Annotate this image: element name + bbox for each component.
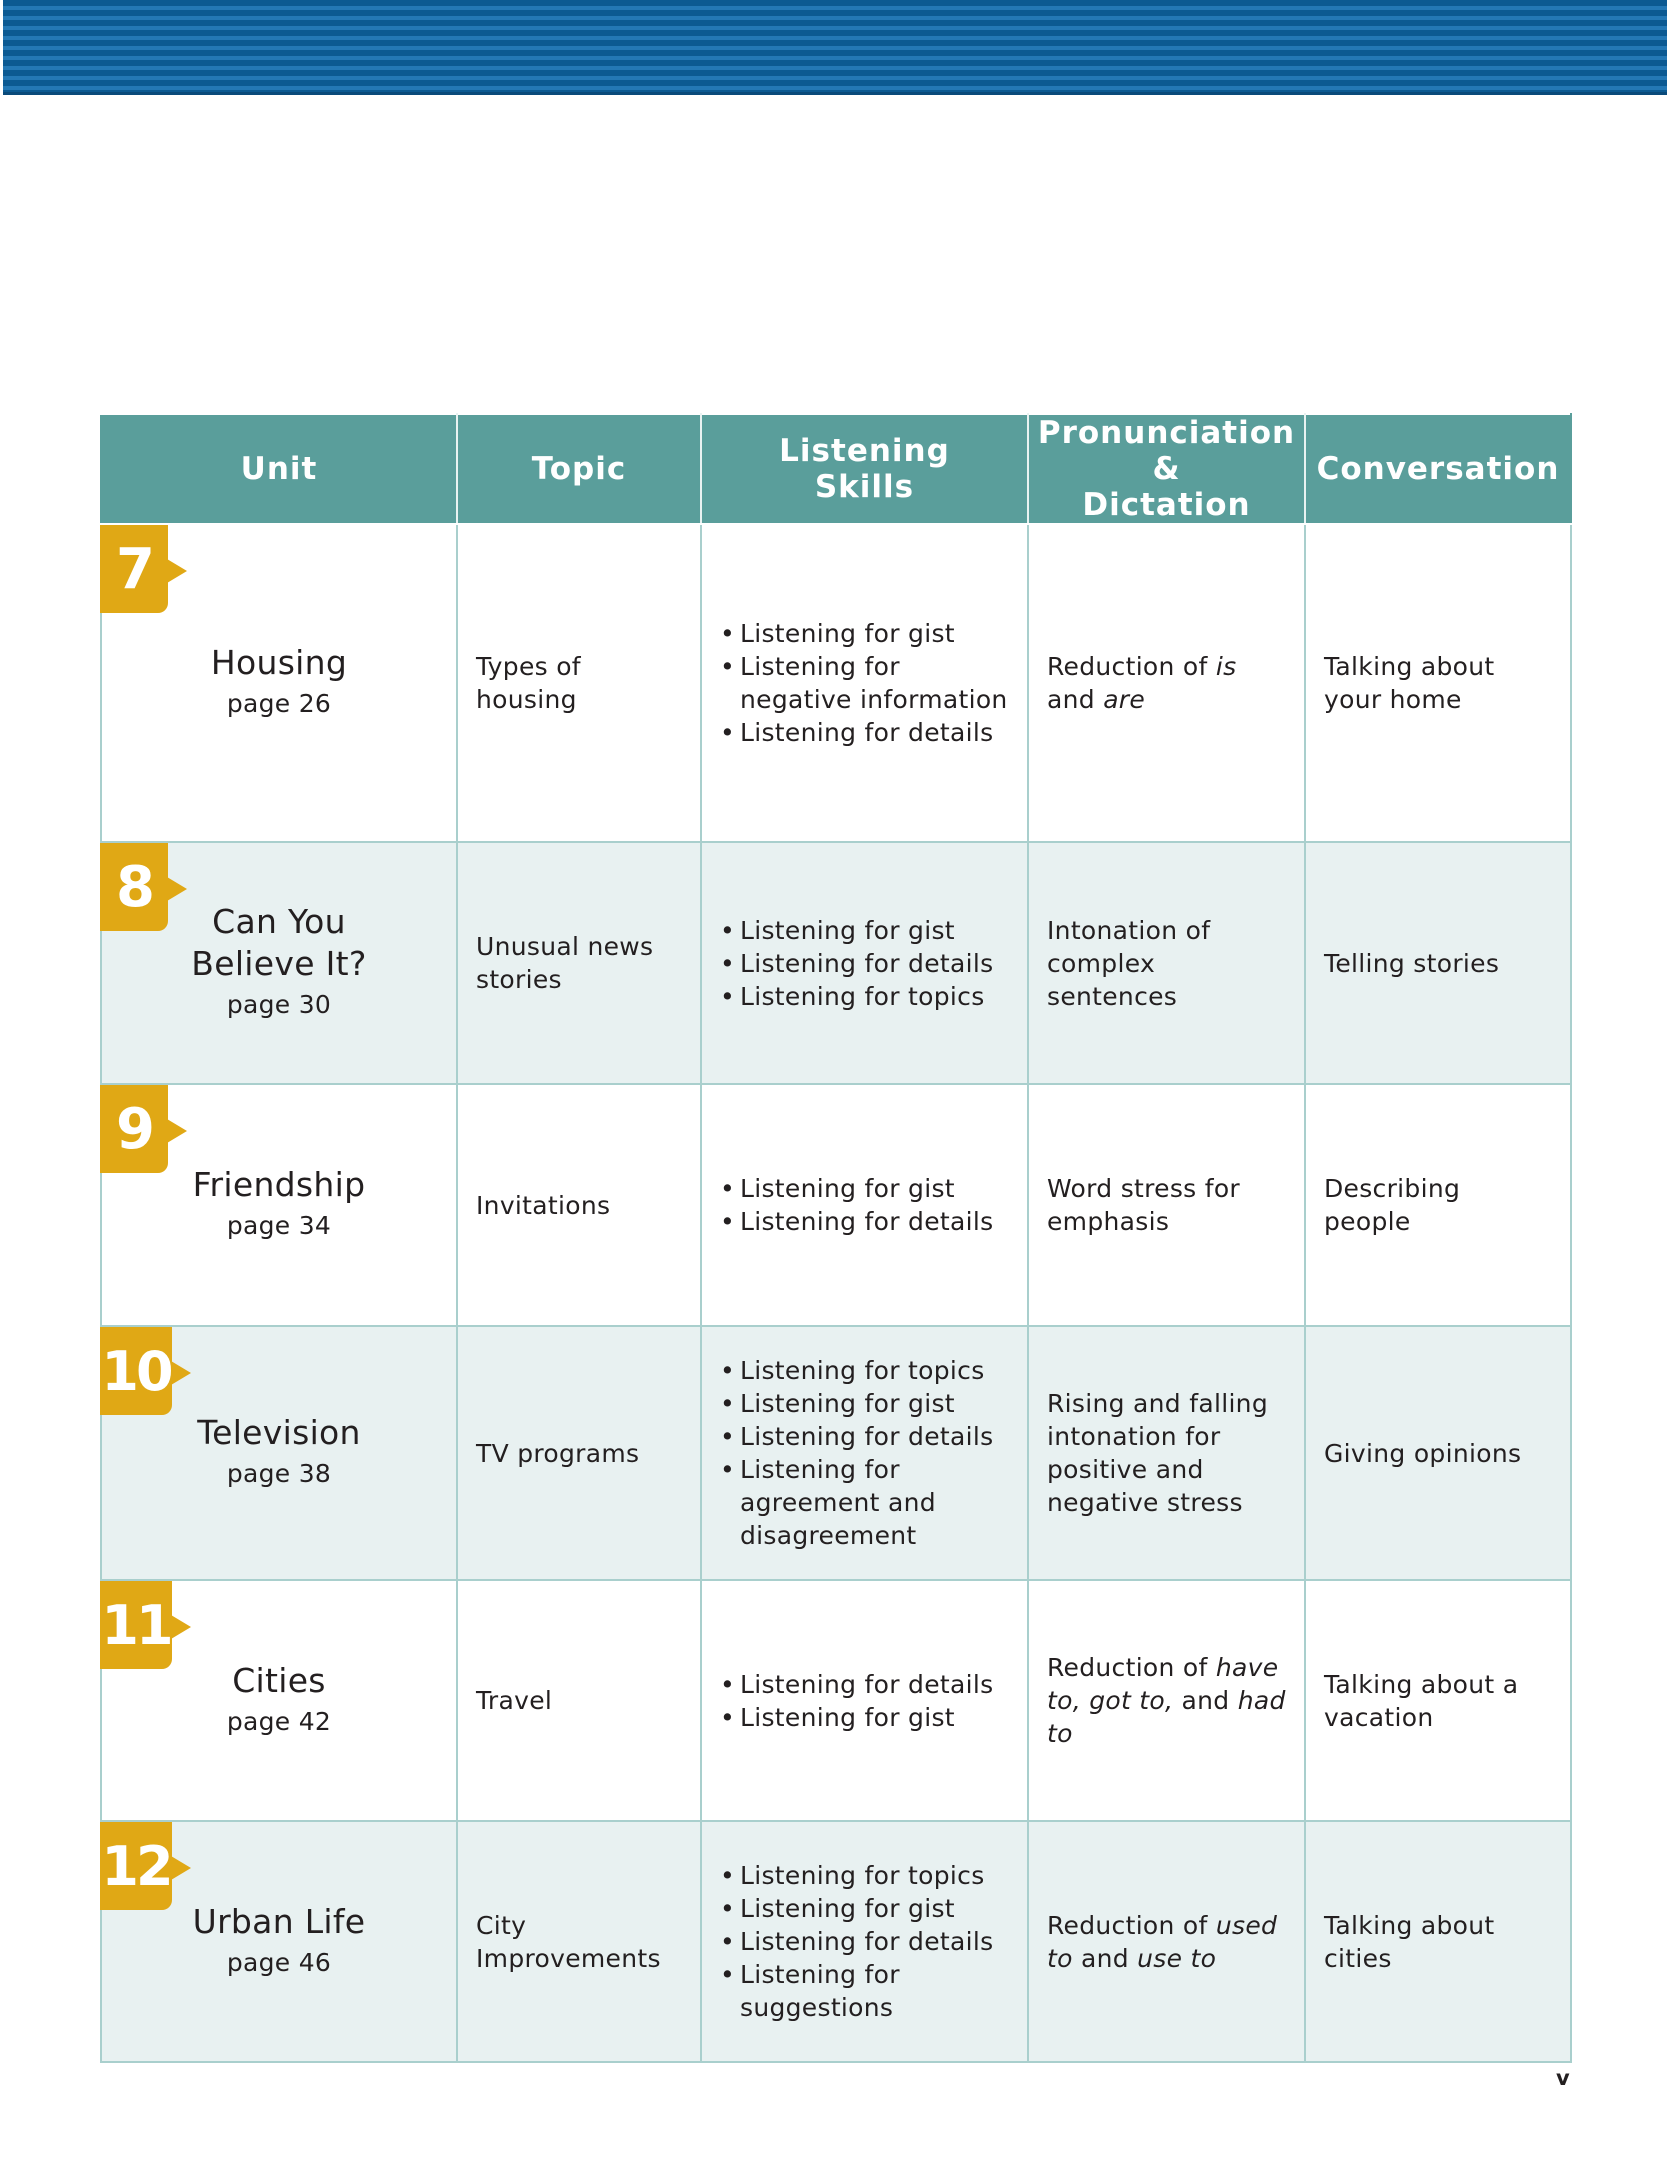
skill-item: • Listening for details: [720, 1925, 1009, 1958]
unit-title: Friendship: [192, 1165, 366, 1204]
unit-title: Television: [197, 1413, 361, 1452]
listening-skills-cell: [701, 1821, 1028, 2062]
unit-title: Urban Life: [192, 1901, 366, 1941]
topic-cell: [457, 1326, 701, 1580]
unit-page-ref: page 30: [226, 990, 332, 1019]
pronunciation-text: Intonation of complex sentences: [1047, 915, 1211, 1011]
topic-cell: [457, 842, 701, 1084]
unit-page-ref: page 38: [226, 1459, 332, 1488]
pronunciation-text: is: [1215, 652, 1237, 681]
conversation-cell: [1305, 1084, 1571, 1326]
unit-page-ref: page 42: [226, 1706, 332, 1736]
skill-item: • Listening for topics: [720, 1859, 1009, 1892]
unit-cell: [101, 1821, 457, 2062]
pronunciation-text: have to, got to,: [1047, 1653, 1279, 1715]
topic-text: Types of housing: [476, 652, 581, 714]
unit-number-badge: 7: [100, 525, 168, 613]
unit-number-badge: 11: [100, 1581, 172, 1669]
pronunciation-text: are: [1103, 685, 1146, 714]
table-row: [101, 524, 1571, 842]
skill-item: • Listening for gist: [720, 1172, 1009, 1205]
unit-number-badge: 12: [100, 1822, 172, 1910]
skill-item: • Listening for gist: [720, 1701, 1009, 1734]
pronunciation-text: Reduction of: [1047, 652, 1216, 681]
header-listening-skills: Listening Skills: [701, 414, 1028, 524]
pronunciation-text: Reduction of: [1047, 1653, 1216, 1682]
conversation-cell: [1305, 1580, 1571, 1821]
unit-page-ref: page 26: [226, 689, 332, 718]
listening-skills-cell: [701, 524, 1028, 842]
conversation-cell: [1305, 524, 1571, 842]
skills-list: [720, 617, 1009, 749]
contents-table: [100, 413, 1572, 2063]
unit-cell: [101, 1326, 457, 1580]
skills-list: [720, 1172, 1009, 1238]
topic-cell: [457, 524, 701, 842]
header-conversation: Conversation: [1305, 414, 1571, 524]
pronunciation-text: had to: [1047, 1686, 1286, 1748]
skills-list: [720, 1668, 1009, 1734]
page-number: v: [1556, 2066, 1570, 2090]
header-unit: Unit: [101, 414, 457, 524]
pronunciation-cell: [1028, 1580, 1305, 1821]
skill-item: • Listening for gist: [720, 1892, 1009, 1925]
unit-cell: [101, 1084, 457, 1326]
skill-item: • Listening for gist: [720, 1387, 1009, 1420]
topic-text: Unusual news stories: [476, 932, 654, 994]
skill-item: • Listening for details: [720, 1668, 1009, 1701]
pronunciation-text: Reduction of: [1047, 1910, 1216, 1940]
pronunciation-cell: [1028, 842, 1305, 1084]
conversation-text: Talking about cities: [1324, 1910, 1495, 1973]
skill-item: • Listening for gist: [720, 914, 1009, 947]
skill-item: • Listening for agreement and disagreement: [720, 1453, 1009, 1552]
skills-list: [720, 914, 1009, 1013]
skill-item: • Listening for details: [720, 1420, 1009, 1453]
skills-list: [720, 1354, 1009, 1552]
pronunciation-text: and: [1047, 685, 1104, 714]
table-row: [101, 1084, 1571, 1326]
pronunciation-text: used to: [1047, 1910, 1278, 1973]
unit-cell: [101, 1580, 457, 1821]
unit-number-badge: 9: [100, 1085, 168, 1173]
listening-skills-cell: [701, 1326, 1028, 1580]
listening-skills-cell: [701, 1084, 1028, 1326]
topic-text: City Improvements: [476, 1910, 661, 1973]
pronunciation-cell: [1028, 1326, 1305, 1580]
skill-item: • Listening for gist: [720, 617, 1009, 650]
conversation-text: Describing people: [1324, 1174, 1461, 1236]
unit-title: Believe It?: [191, 944, 367, 983]
skill-item: • Listening for topics: [720, 1354, 1009, 1387]
pronunciation-text: Word stress for emphasis: [1047, 1174, 1241, 1236]
conversation-cell: [1305, 842, 1571, 1084]
skill-item: • Listening for topics: [720, 980, 1009, 1013]
pronunciation-text: Rising and falling intonation for positive and negative stress: [1047, 1389, 1269, 1517]
skills-list: [720, 1859, 1009, 2024]
skill-item: • Listening for details: [720, 716, 1009, 749]
skill-item: • Listening for suggestions: [720, 1958, 1009, 2024]
unit-page-ref: page 34: [226, 1211, 332, 1240]
unit-title: Housing: [210, 643, 348, 682]
listening-skills-cell: [701, 842, 1028, 1084]
conversation-text: Talking about your home: [1324, 652, 1495, 714]
pronunciation-cell: [1028, 524, 1305, 842]
table-row: [101, 842, 1571, 1084]
unit-cell: [101, 842, 457, 1084]
skill-item: • Listening for details: [720, 947, 1009, 980]
pronunciation-cell: [1028, 1821, 1305, 2062]
conversation-text: Giving opinions: [1324, 1438, 1522, 1468]
table-row: [101, 1326, 1571, 1580]
unit-cell: [101, 524, 457, 842]
topic-text: TV programs: [476, 1438, 640, 1468]
unit-number-badge: 10: [100, 1327, 172, 1415]
header-pronunciation-dictation: Pronunciation & Dictation: [1028, 414, 1305, 524]
top-stripe-banner: [3, 0, 1667, 95]
conversation-text: Talking about a vacation: [1324, 1669, 1519, 1732]
listening-skills-cell: [701, 1580, 1028, 1821]
pronunciation-text: and: [1173, 1686, 1238, 1715]
unit-page-ref: page 46: [226, 1947, 332, 1977]
table-row: [101, 1821, 1571, 2062]
pronunciation-text: and: [1072, 1943, 1138, 1973]
unit-title: Cities: [232, 1660, 326, 1700]
topic-text: Invitations: [476, 1190, 611, 1220]
conversation-text: Telling stories: [1324, 948, 1500, 978]
topic-cell: [457, 1084, 701, 1326]
header-row: [101, 414, 1571, 524]
table-row: [101, 1580, 1571, 1821]
skill-item: • Listening for negative information: [720, 650, 1009, 716]
pronunciation-text: use to: [1137, 1943, 1217, 1973]
pronunciation-cell: [1028, 1084, 1305, 1326]
topic-text: Travel: [476, 1686, 553, 1715]
conversation-cell: [1305, 1821, 1571, 2062]
header-topic: Topic: [457, 414, 701, 524]
skill-item: • Listening for details: [720, 1205, 1009, 1238]
topic-cell: [457, 1580, 701, 1821]
unit-number-badge: 8: [100, 843, 168, 931]
conversation-cell: [1305, 1326, 1571, 1580]
unit-title: Can You: [212, 902, 346, 941]
topic-cell: [457, 1821, 701, 2062]
